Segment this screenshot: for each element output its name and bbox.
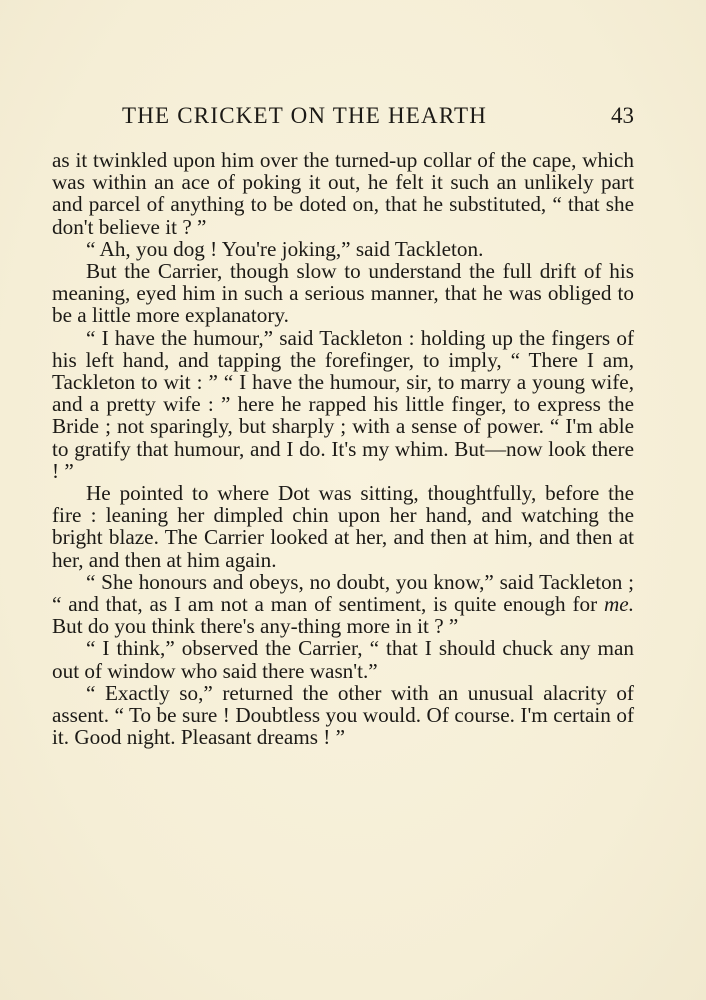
running-head bbox=[52, 103, 634, 137]
paragraph-6 bbox=[52, 571, 634, 638]
paragraph-3: But the Carrier, though slow to understand the full drift of his meaning, eyed him in such a serious manner, that he was obliged to be a little more explanatory. bbox=[52, 259, 634, 328]
paragraph-6-text-after: But do you think there's any-thing more in it ? ” bbox=[52, 614, 459, 639]
paragraph-7: “ I think,” observed the Carrier, “ that I should chuck any man out of window who said there wasn't.” bbox=[52, 636, 634, 683]
paragraph-2: “ Ah, you dog ! You're joking,” said Tackleton. bbox=[86, 236, 484, 261]
running-title: THE CRICKET ON THE HEARTH bbox=[122, 103, 488, 128]
paragraph-6-emphasis: me. bbox=[603, 592, 634, 617]
body-text bbox=[52, 149, 634, 748]
page-number: 43 bbox=[611, 103, 634, 128]
paragraph-8: “ Exactly so,” returned the other with an unusual alacrity of assent. “ To be sure ! Doubtless you would. Of course. I'm certain of it. Good night. Pleasant dreams ! ” bbox=[52, 680, 634, 750]
paragraph-5: He pointed to where Dot was sitting, thoughtfully, before the fire : leaning her dimpled chin upon her hand, and watching the bright blaze. The Carrier looked at her, and then at him, and then at her, and then at him again. bbox=[52, 481, 634, 572]
paragraph-1: as it twinkled upon him over the turned-up collar of the cape, which was within an ace of poking it out, he felt it such an unlikely part and parcel of anything to be doted on, that he substituted, “ that she don't believe it ? ” bbox=[52, 148, 634, 239]
paragraph-6-text-before: “ She honours and obeys, no doubt, you know,” said Tackleton ; “ and that, as I am not a man of sentiment, is quite enough for bbox=[52, 569, 634, 617]
paragraph-4: “ I have the humour,” said Tackleton : holding up the fingers of his left hand, and tapping the forefinger, to imply, “ There I am, Tackleton to wit : ” “ I have the humour, sir, to marry a young wife, and a pretty wife : ” here he rapped his little finger, to express the Bride ; not sparingly, but sharply ; with a sense of power. “ I'm able to gratify that humour, and I do. It's my whim. But—now look there ! ” bbox=[52, 325, 634, 483]
